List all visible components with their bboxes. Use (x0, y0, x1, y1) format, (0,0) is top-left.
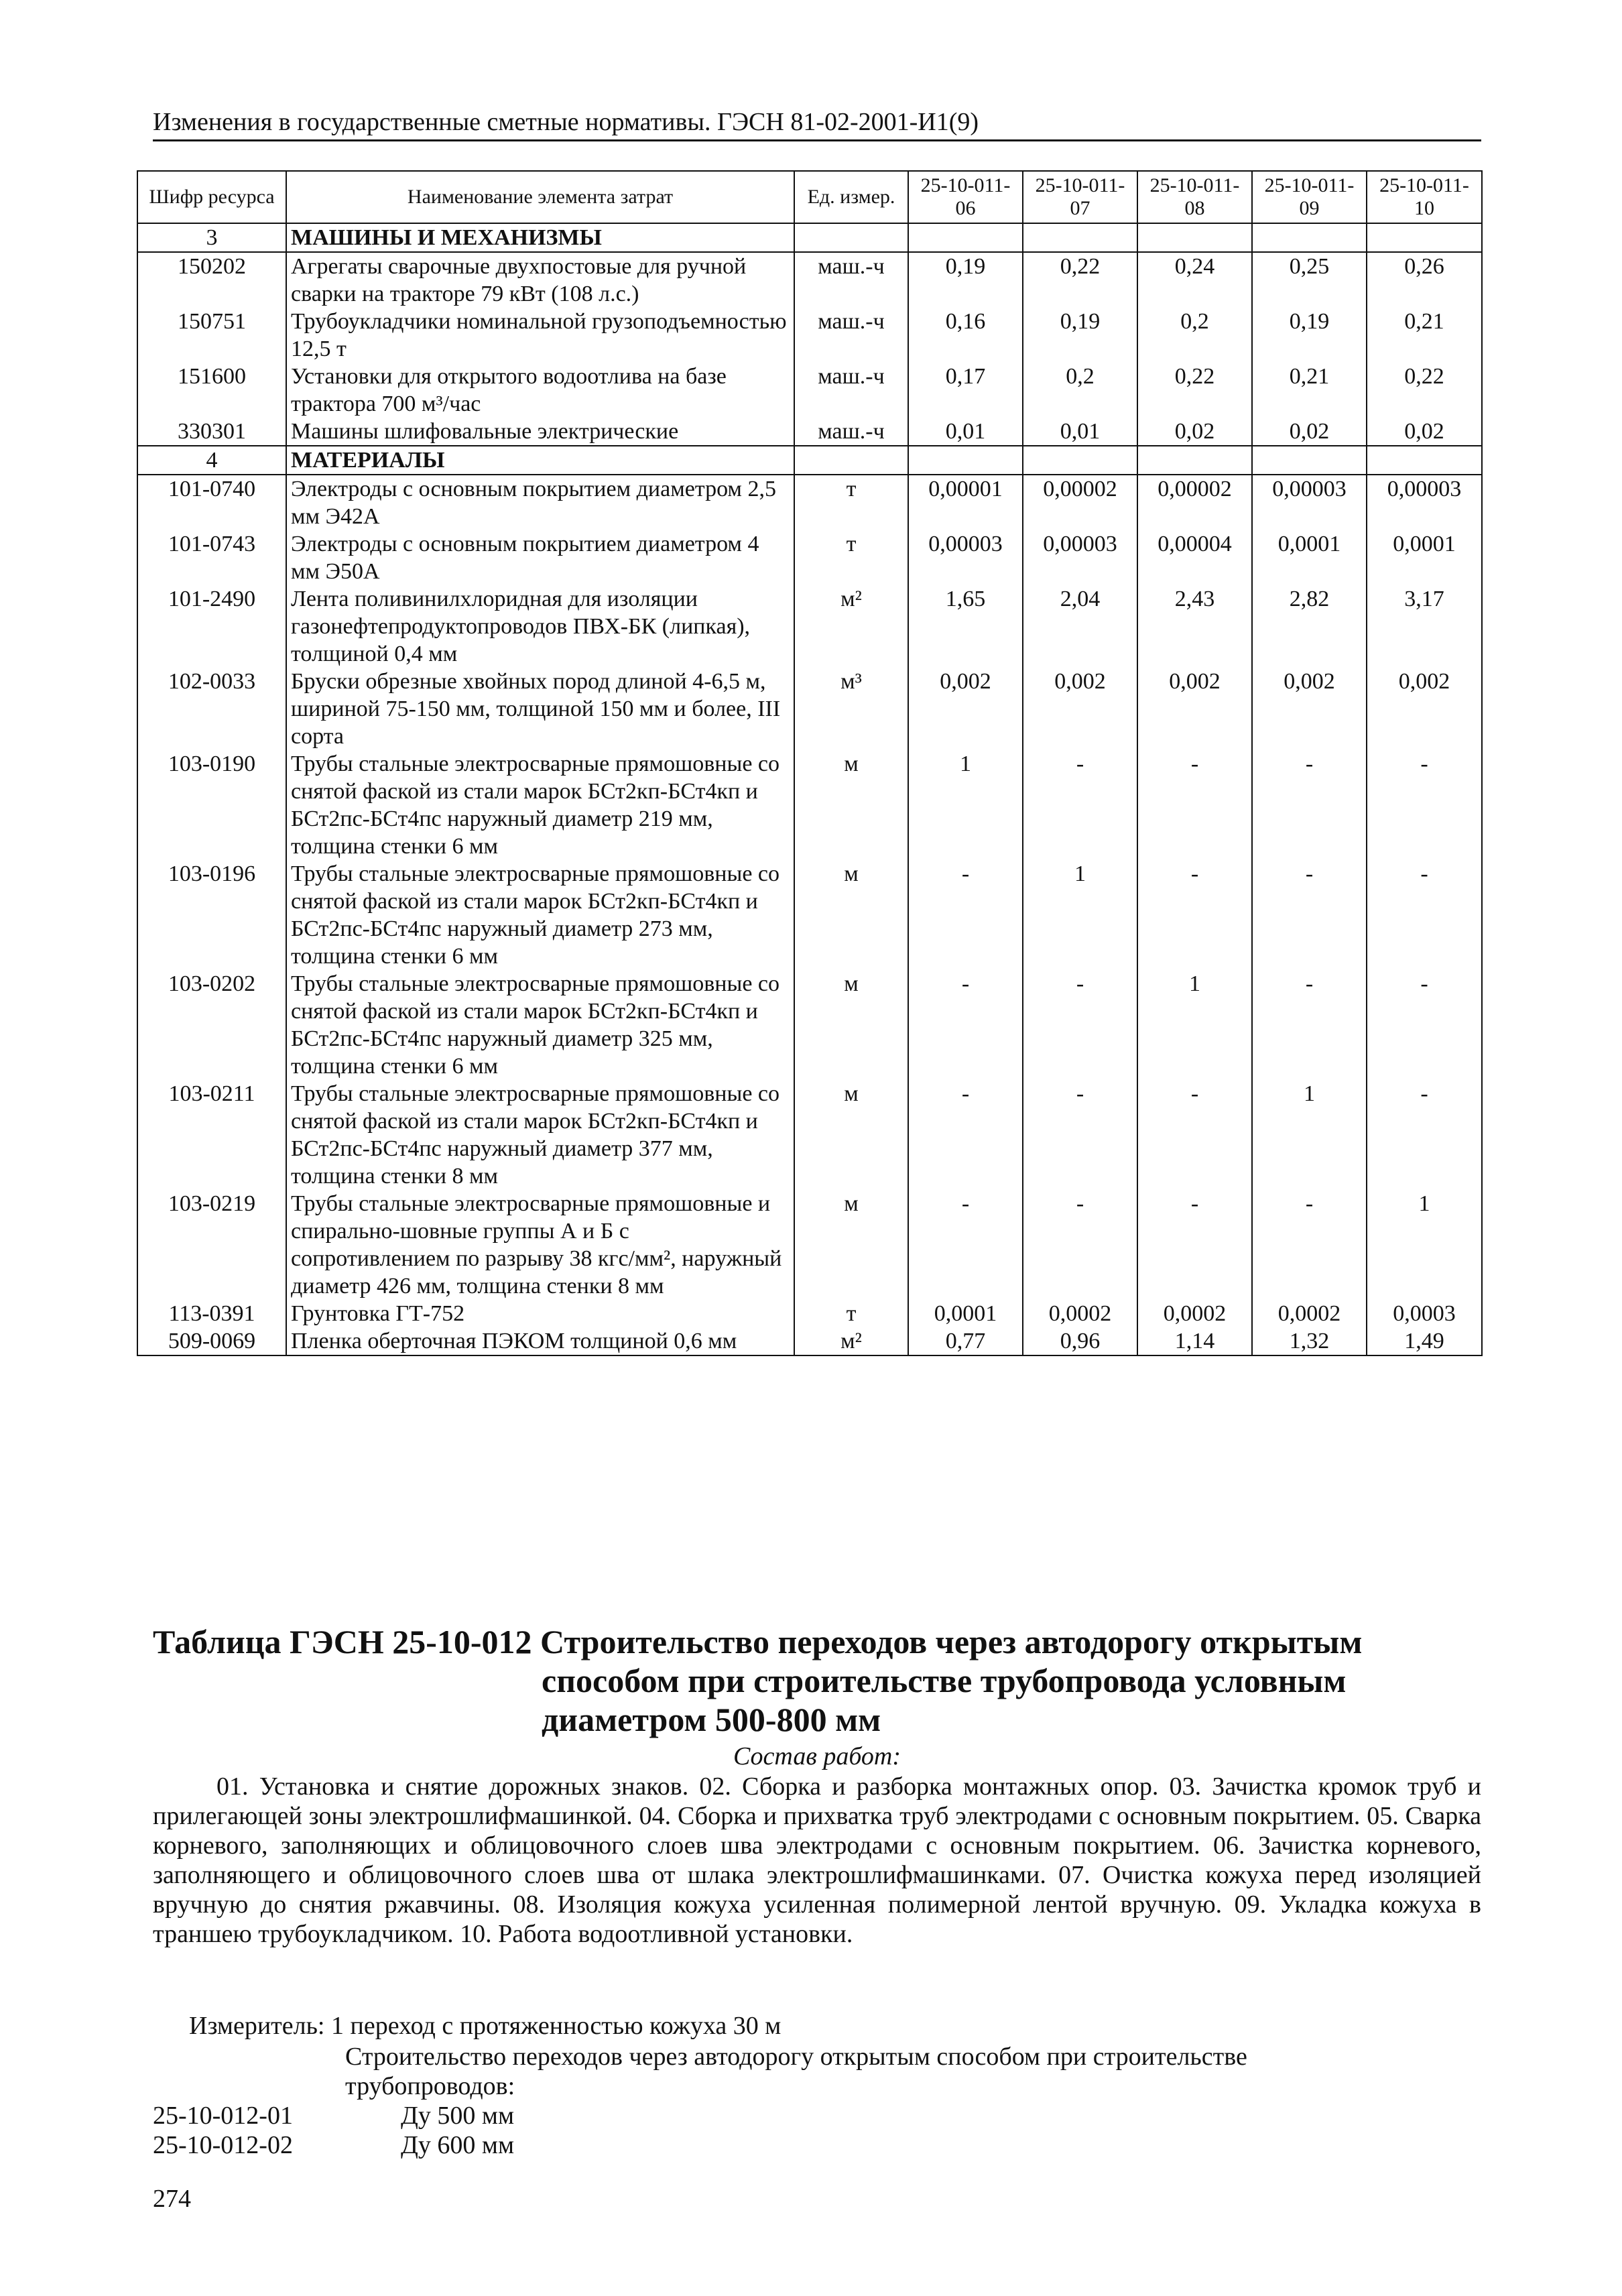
unit-cell: маш.-ч (794, 252, 908, 308)
resource-code-cell: 4 (137, 446, 286, 475)
value-cell: 1,65 (908, 585, 1023, 668)
value-cell: 0,0002 (1137, 1300, 1252, 1327)
empty-cell (1367, 446, 1482, 475)
col-header-code: Шифр ресурса (137, 171, 286, 223)
value-cell: 0,77 (908, 1327, 1023, 1355)
value-cell: 0,002 (1137, 668, 1252, 750)
table-title-line: диаметром 500-800 мм (542, 1701, 881, 1738)
col-header-norm: 25-10-011-07 (1023, 171, 1137, 223)
col-header-norm: 25-10-011-06 (908, 171, 1023, 223)
value-cell: 0,19 (1252, 308, 1367, 363)
col-header-norm: 25-10-011-09 (1252, 171, 1367, 223)
col-header-name: Наименование элемента затрат (286, 171, 794, 223)
value-cell: - (1023, 1080, 1137, 1190)
resource-code-cell: 509-0069 (137, 1327, 286, 1355)
value-cell: - (1137, 750, 1252, 860)
section-title-cell: МАТЕРИАЛЫ (286, 446, 794, 475)
value-cell: - (908, 970, 1023, 1080)
value-cell: 0,96 (1023, 1327, 1137, 1355)
resource-code-cell: 103-0190 (137, 750, 286, 860)
resource-code-cell: 103-0196 (137, 860, 286, 970)
resource-code-cell: 150202 (137, 252, 286, 308)
empty-cell (1252, 223, 1367, 252)
value-cell: - (1367, 1080, 1482, 1190)
table-row (137, 418, 1482, 446)
value-cell: 0,002 (1252, 668, 1367, 750)
value-cell: - (1023, 970, 1137, 1080)
value-cell: - (1252, 1190, 1367, 1300)
value-cell: 1,32 (1252, 1327, 1367, 1355)
value-cell: 0,002 (1367, 668, 1482, 750)
resource-table (137, 170, 1483, 1356)
empty-cell (1023, 223, 1137, 252)
value-cell: 0,0001 (908, 1300, 1023, 1327)
value-cell: - (1367, 750, 1482, 860)
col-header-unit: Ед. измер. (794, 171, 908, 223)
value-cell: 0,02 (1137, 418, 1252, 446)
resource-code-cell: 103-0202 (137, 970, 286, 1080)
value-cell: 0,00003 (1252, 475, 1367, 530)
table-row (137, 308, 1482, 363)
empty-cell (794, 446, 908, 475)
value-cell: - (908, 1080, 1023, 1190)
resource-name-cell: Электроды с основным покрытием диаметром 4 мм Э50А (286, 530, 794, 585)
value-cell: 0,22 (1137, 363, 1252, 418)
value-cell: 0,25 (1252, 252, 1367, 308)
table-row (137, 1300, 1482, 1327)
empty-cell (1252, 446, 1367, 475)
unit-cell: м³ (794, 668, 908, 750)
value-cell: 0,0003 (1367, 1300, 1482, 1327)
value-cell: - (1367, 860, 1482, 970)
value-cell: 2,43 (1137, 585, 1252, 668)
value-cell: 0,00003 (1367, 475, 1482, 530)
resource-name-cell: Трубы стальные электросварные прямошовные со снятой фаской из стали марок БСт2кп-БСт4кп и БСт2пс-БСт4пс наружный диаметр 325 мм, толщина стенки 6 мм (286, 970, 794, 1080)
value-cell: 0,00002 (1137, 475, 1252, 530)
resource-code-cell: 101-0743 (137, 530, 286, 585)
unit-cell: м (794, 970, 908, 1080)
value-cell: - (1137, 1080, 1252, 1190)
value-cell: 3,17 (1367, 585, 1482, 668)
value-cell: 0,17 (908, 363, 1023, 418)
value-cell: 0,2 (1023, 363, 1137, 418)
table-row (137, 363, 1482, 418)
page-header: Изменения в государственные сметные нормативы. ГЭСН 81-02-2001-И1(9) (153, 107, 1481, 141)
value-cell: - (1023, 750, 1137, 860)
value-cell: 0,00004 (1137, 530, 1252, 585)
unit-cell: м² (794, 585, 908, 668)
resource-name-cell: Грунтовка ГТ-752 (286, 1300, 794, 1327)
resource-code-cell: 101-0740 (137, 475, 286, 530)
table-row (137, 750, 1482, 860)
resource-name-cell: Электроды с основным покрытием диаметром 2,5 мм Э42А (286, 475, 794, 530)
table-title-line: Таблица ГЭСН 25-10-012 Строительство переходов через автодорогу открытым (153, 1623, 1363, 1660)
resource-name-cell: Трубоукладчики номинальной грузоподъемностью 12,5 т (286, 308, 794, 363)
value-cell: 1 (1252, 1080, 1367, 1190)
value-cell: 0,02 (1367, 418, 1482, 446)
empty-cell (908, 223, 1023, 252)
resource-name-cell: Трубы стальные электросварные прямошовные и спирально-шовные группы А и Б с сопротивлением по разрыву 38 кгс/мм², наружный диаметр 426 мм, толщина стенки 8 мм (286, 1190, 794, 1300)
unit-cell: маш.-ч (794, 363, 908, 418)
value-cell: 0,26 (1367, 252, 1482, 308)
measurer: Измеритель: 1 переход с протяженностью кожуха 30 м (189, 2012, 782, 2040)
value-cell: 2,04 (1023, 585, 1137, 668)
unit-cell: м (794, 860, 908, 970)
unit-cell: м (794, 1080, 908, 1190)
resource-code-cell: 3 (137, 223, 286, 252)
resource-code-cell: 102-0033 (137, 668, 286, 750)
value-cell: 1 (1023, 860, 1137, 970)
value-cell: 0,24 (1137, 252, 1252, 308)
resource-code-cell: 101-2490 (137, 585, 286, 668)
table-section-row (137, 223, 1482, 252)
table-title-line: способом при строительстве трубопровода условным (542, 1662, 1347, 1699)
table-row (137, 1080, 1482, 1190)
table-section-row (137, 446, 1482, 475)
value-cell: 1,14 (1137, 1327, 1252, 1355)
works-label: Состав работ: (733, 1742, 901, 1770)
table-row (137, 1190, 1482, 1300)
value-cell: - (1252, 970, 1367, 1080)
variants-description: Строительство переходов через автодорогу открытым способом при строительстве трубопроводов: (345, 2043, 1247, 2100)
unit-cell: маш.-ч (794, 418, 908, 446)
unit-cell: т (794, 475, 908, 530)
value-cell: 0,01 (908, 418, 1023, 446)
value-cell: 0,22 (1023, 252, 1137, 308)
value-cell: 1 (1367, 1190, 1482, 1300)
resource-name-cell: Лента поливинилхлоридная для изоляции газонефтепродуктопроводов ПВХ-БК (липкая), толщиной 0,4 мм (286, 585, 794, 668)
unit-cell: маш.-ч (794, 308, 908, 363)
value-cell: 2,82 (1252, 585, 1367, 668)
section-title-cell: МАШИНЫ И МЕХАНИЗМЫ (286, 223, 794, 252)
value-cell: 0,2 (1137, 308, 1252, 363)
variant-row (153, 2130, 514, 2160)
resource-name-cell: Трубы стальные электросварные прямошовные со снятой фаской из стали марок БСт2кп-БСт4кп и БСт2пс-БСт4пс наружный диаметр 219 мм, толщина стенки 6 мм (286, 750, 794, 860)
resource-code-cell: 113-0391 (137, 1300, 286, 1327)
resource-code-cell: 103-0211 (137, 1080, 286, 1190)
value-cell: 0,0001 (1252, 530, 1367, 585)
value-cell: - (1252, 750, 1367, 860)
value-cell: - (1367, 970, 1482, 1080)
resource-name-cell: Установки для открытого водоотлива на базе трактора 700 м³/час (286, 363, 794, 418)
table-row (137, 860, 1482, 970)
value-cell: - (908, 860, 1023, 970)
resource-name-cell: Трубы стальные электросварные прямошовные со снятой фаской из стали марок БСт2кп-БСт4кп и БСт2пс-БСт4пс наружный диаметр 273 мм, толщина стенки 6 мм (286, 860, 794, 970)
resource-code-cell: 151600 (137, 363, 286, 418)
value-cell: 1,49 (1367, 1327, 1482, 1355)
resource-name-cell: Пленка оберточная ПЭКОМ толщиной 0,6 мм (286, 1327, 794, 1355)
resource-code-cell: 330301 (137, 418, 286, 446)
value-cell: 0,02 (1252, 418, 1367, 446)
table-row (137, 970, 1482, 1080)
table-row (137, 668, 1482, 750)
empty-cell (1137, 446, 1252, 475)
value-cell: 1 (908, 750, 1023, 860)
value-cell: 0,0001 (1367, 530, 1482, 585)
resource-code-cell: 103-0219 (137, 1190, 286, 1300)
variant-label: Ду 500 мм (401, 2102, 515, 2130)
value-cell: - (1252, 860, 1367, 970)
value-cell: 0,00003 (908, 530, 1023, 585)
works-description: 01. Установка и снятие дорожных знаков. 02. Сборка и разборка монтажных опор. 03. Зачистка кромок труб и прилегающей зоны электрошлифмашинкой. 04. Сборка и прихватка труб электродами с основным покрытием. 05. Сварка корневого, заполняющих и облицовочного слоев шва электродами с основным покрытием. 06. Зачистка корневого, заполняющего и облицовочного слоев шва от шлака электрошлифмашинками. 07. Очистка кожуха перед изоляцией вручную до снятия ржавчины. 08. Изоляция кожуха усиленная полимерной лентой вручную. 09. Укладка кожуха в траншею трубоукладчиком. 10. Работа водоотливной установки. (153, 1772, 1481, 1948)
value-cell: - (908, 1190, 1023, 1300)
value-cell: 0,21 (1367, 308, 1482, 363)
value-cell: - (1023, 1190, 1137, 1300)
table-header-row (137, 171, 1482, 223)
col-header-norm: 25-10-011-10 (1367, 171, 1482, 223)
value-cell: - (1137, 860, 1252, 970)
unit-cell: т (794, 1300, 908, 1327)
resource-name-cell: Бруски обрезные хвойных пород длиной 4-6,5 м, шириной 75-150 мм, толщиной 150 мм и более, III сорта (286, 668, 794, 750)
unit-cell: м (794, 1190, 908, 1300)
empty-cell (794, 223, 908, 252)
variant-row (153, 2101, 514, 2130)
value-cell: 1 (1137, 970, 1252, 1080)
resource-name-cell: Агрегаты сварочные двухпостовые для ручной сварки на тракторе 79 кВт (108 л.с.) (286, 252, 794, 308)
empty-cell (1023, 446, 1137, 475)
value-cell: 0,19 (908, 252, 1023, 308)
value-cell: 0,01 (1023, 418, 1137, 446)
value-cell: 0,22 (1367, 363, 1482, 418)
value-cell: 0,00003 (1023, 530, 1137, 585)
value-cell: - (1137, 1190, 1252, 1300)
value-cell: 0,0002 (1252, 1300, 1367, 1327)
page-number: 274 (153, 2185, 191, 2213)
value-cell: 0,00002 (1023, 475, 1137, 530)
table-row (137, 1327, 1482, 1355)
value-cell: 0,002 (908, 668, 1023, 750)
resource-name-cell: Трубы стальные электросварные прямошовные со снятой фаской из стали марок БСт2кп-БСт4кп и БСт2пс-БСт4пс наружный диаметр 377 мм, толщина стенки 8 мм (286, 1080, 794, 1190)
empty-cell (1137, 223, 1252, 252)
resource-name-cell: Машины шлифовальные электрические (286, 418, 794, 446)
variant-code: 25-10-012-02 (153, 2131, 293, 2159)
value-cell: 0,0002 (1023, 1300, 1137, 1327)
table-title (153, 1622, 1481, 1739)
col-header-norm: 25-10-011-08 (1137, 171, 1252, 223)
unit-cell: м (794, 750, 908, 860)
value-cell: 0,002 (1023, 668, 1137, 750)
unit-cell: т (794, 530, 908, 585)
variant-label: Ду 600 мм (401, 2131, 515, 2159)
value-cell: 0,00001 (908, 475, 1023, 530)
value-cell: 0,16 (908, 308, 1023, 363)
value-cell: 0,21 (1252, 363, 1367, 418)
variant-code: 25-10-012-01 (153, 2102, 293, 2130)
value-cell: 0,19 (1023, 308, 1137, 363)
unit-cell: м² (794, 1327, 908, 1355)
empty-cell (1367, 223, 1482, 252)
table-row (137, 530, 1482, 585)
empty-cell (908, 446, 1023, 475)
resource-code-cell: 150751 (137, 308, 286, 363)
table-row (137, 585, 1482, 668)
table-row (137, 252, 1482, 308)
table-row (137, 475, 1482, 530)
